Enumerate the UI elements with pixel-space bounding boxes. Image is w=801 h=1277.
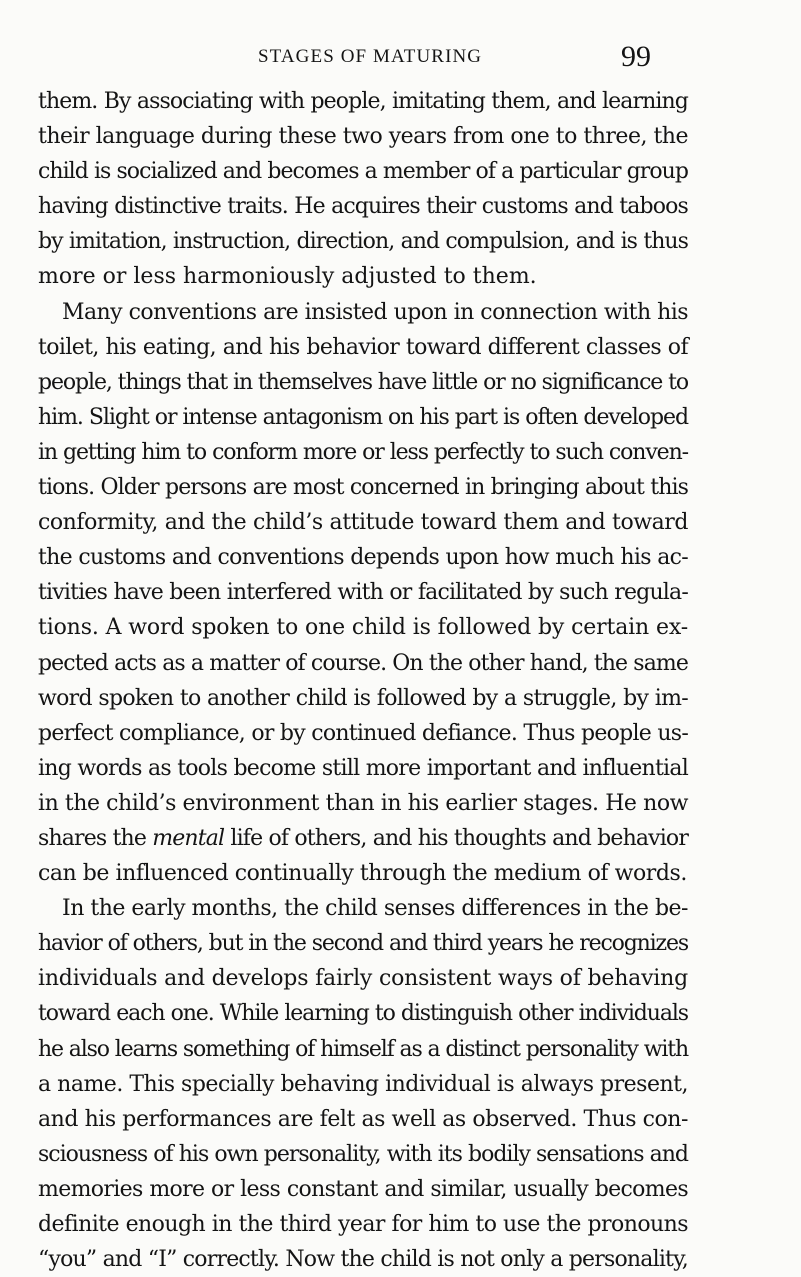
running-title: STAGES OF MATURING: [258, 46, 483, 67]
text-line: [38, 1207, 688, 1242]
text-line: [38, 1137, 688, 1172]
text-line: [38, 505, 688, 540]
text-line: [38, 716, 688, 751]
text-line: [38, 1032, 688, 1067]
text-line-content: conformity, and the child’s attitude toward them and toward: [38, 510, 688, 536]
text-line-content: havior of others, but in the second and third years he recognizes: [38, 931, 688, 957]
text-line-content: a name. This specially behaving individual is always present,: [38, 1071, 688, 1097]
text-line-content: having distinctive traits. He acquires their customs and taboos: [38, 194, 688, 220]
text-line-content: Many conventions are insisted upon in connection with his: [62, 299, 688, 325]
text-line-content: “you” and “I” correctly. Now the child is not only a personality,: [38, 1247, 688, 1273]
text-line: [38, 1242, 688, 1277]
text-line-content: pected acts as a matter of course. On the other hand, the same: [38, 650, 688, 676]
text-line-content: tivities have been interfered with or facilitated by such regula-: [38, 580, 688, 606]
running-head: [0, 38, 801, 78]
text-line: [38, 189, 688, 224]
text-line: [38, 751, 688, 786]
text-line-content: by imitation, instruction, direction, and compulsion, and is thus: [38, 229, 688, 255]
text-line-content: memories more or less constant and similar, usually becomes: [38, 1176, 688, 1202]
text-line-content: individuals and develops fairly consistent ways of behaving: [38, 966, 688, 992]
text-line-content: sciousness of his own personality, with its bodily sensations and: [38, 1141, 688, 1167]
text-line-content: definite enough in the third year for him to use the pronouns: [38, 1212, 688, 1237]
text-line-content: their language during these two years from one to three, the: [38, 124, 688, 150]
text-line: [38, 295, 688, 330]
text-line: [38, 365, 688, 400]
emphasized-word: mental: [152, 825, 225, 851]
text-line: [38, 1102, 688, 1137]
text-line: [38, 119, 688, 154]
text-line: [38, 646, 688, 681]
text-line-content: word spoken to another child is followed by a struggle, by im-: [38, 685, 688, 711]
text-line: [38, 1172, 688, 1207]
text-line-content: in getting him to conform more or less perfectly to such conven-: [38, 439, 688, 465]
text-segment: shares the: [38, 825, 153, 851]
text-line-content: in the child’s environment than in his earlier stages. He now: [38, 790, 688, 816]
text-line: [38, 1067, 688, 1102]
text-line: [38, 891, 688, 926]
text-line: [38, 84, 688, 119]
text-line-content: the customs and conventions depends upon how much his ac-: [38, 545, 688, 571]
text-line-content: more or less harmoniously adjusted to them.: [38, 264, 537, 290]
text-line: [38, 681, 688, 716]
text-line: [38, 961, 688, 996]
text-line: [38, 330, 688, 365]
text-line-content: child is socialized and becomes a member of a particular group: [38, 159, 688, 185]
text-line: [38, 575, 688, 610]
text-line: [38, 786, 688, 821]
text-line: [38, 610, 688, 645]
text-line: [38, 259, 688, 294]
text-line-content: In the early months, the child senses differences in the be-: [62, 896, 688, 922]
text-line: [38, 856, 688, 891]
text-line: [38, 435, 688, 470]
text-line: [38, 996, 688, 1031]
text-line-content: can be influenced continually through the medium of words.: [38, 861, 687, 887]
text-line-content: toilet, his eating, and his behavior toward different classes of: [38, 334, 688, 360]
page-number: 99: [621, 40, 651, 73]
text-line-content: him. Slight or intense antagonism on his part is often developed: [38, 404, 688, 430]
text-line-content: and his performances are felt as well as observed. Thus con-: [38, 1106, 688, 1132]
text-line-content: perfect compliance, or by continued defiance. Thus people us-: [38, 720, 688, 746]
text-line-content: tions. A word spoken to one child is followed by certain ex-: [38, 615, 688, 641]
text-line-content: people, things that in themselves have little or no significance to: [38, 369, 688, 395]
text-line-content: tions. Older persons are most concerned in bringing about this: [38, 475, 688, 501]
text-line: [38, 224, 688, 259]
text-line-content: ing words as tools become still more important and influential: [38, 755, 688, 781]
text-line: [38, 926, 688, 961]
text-line: [38, 540, 688, 575]
body-text: [38, 84, 688, 1277]
text-segment: life of others, and his thoughts and behavior: [224, 825, 688, 851]
text-line-content: them. By associating with people, imitating them, and learning: [38, 89, 688, 114]
text-line-content: he also learns something of himself as a distinct personality with: [38, 1036, 688, 1062]
text-line: [38, 470, 688, 505]
text-line-content: [38, 821, 688, 856]
text-line: [38, 154, 688, 189]
text-line: [38, 821, 688, 856]
text-line: [38, 400, 688, 435]
text-line-content: toward each one. While learning to distinguish other individuals: [38, 1001, 688, 1027]
